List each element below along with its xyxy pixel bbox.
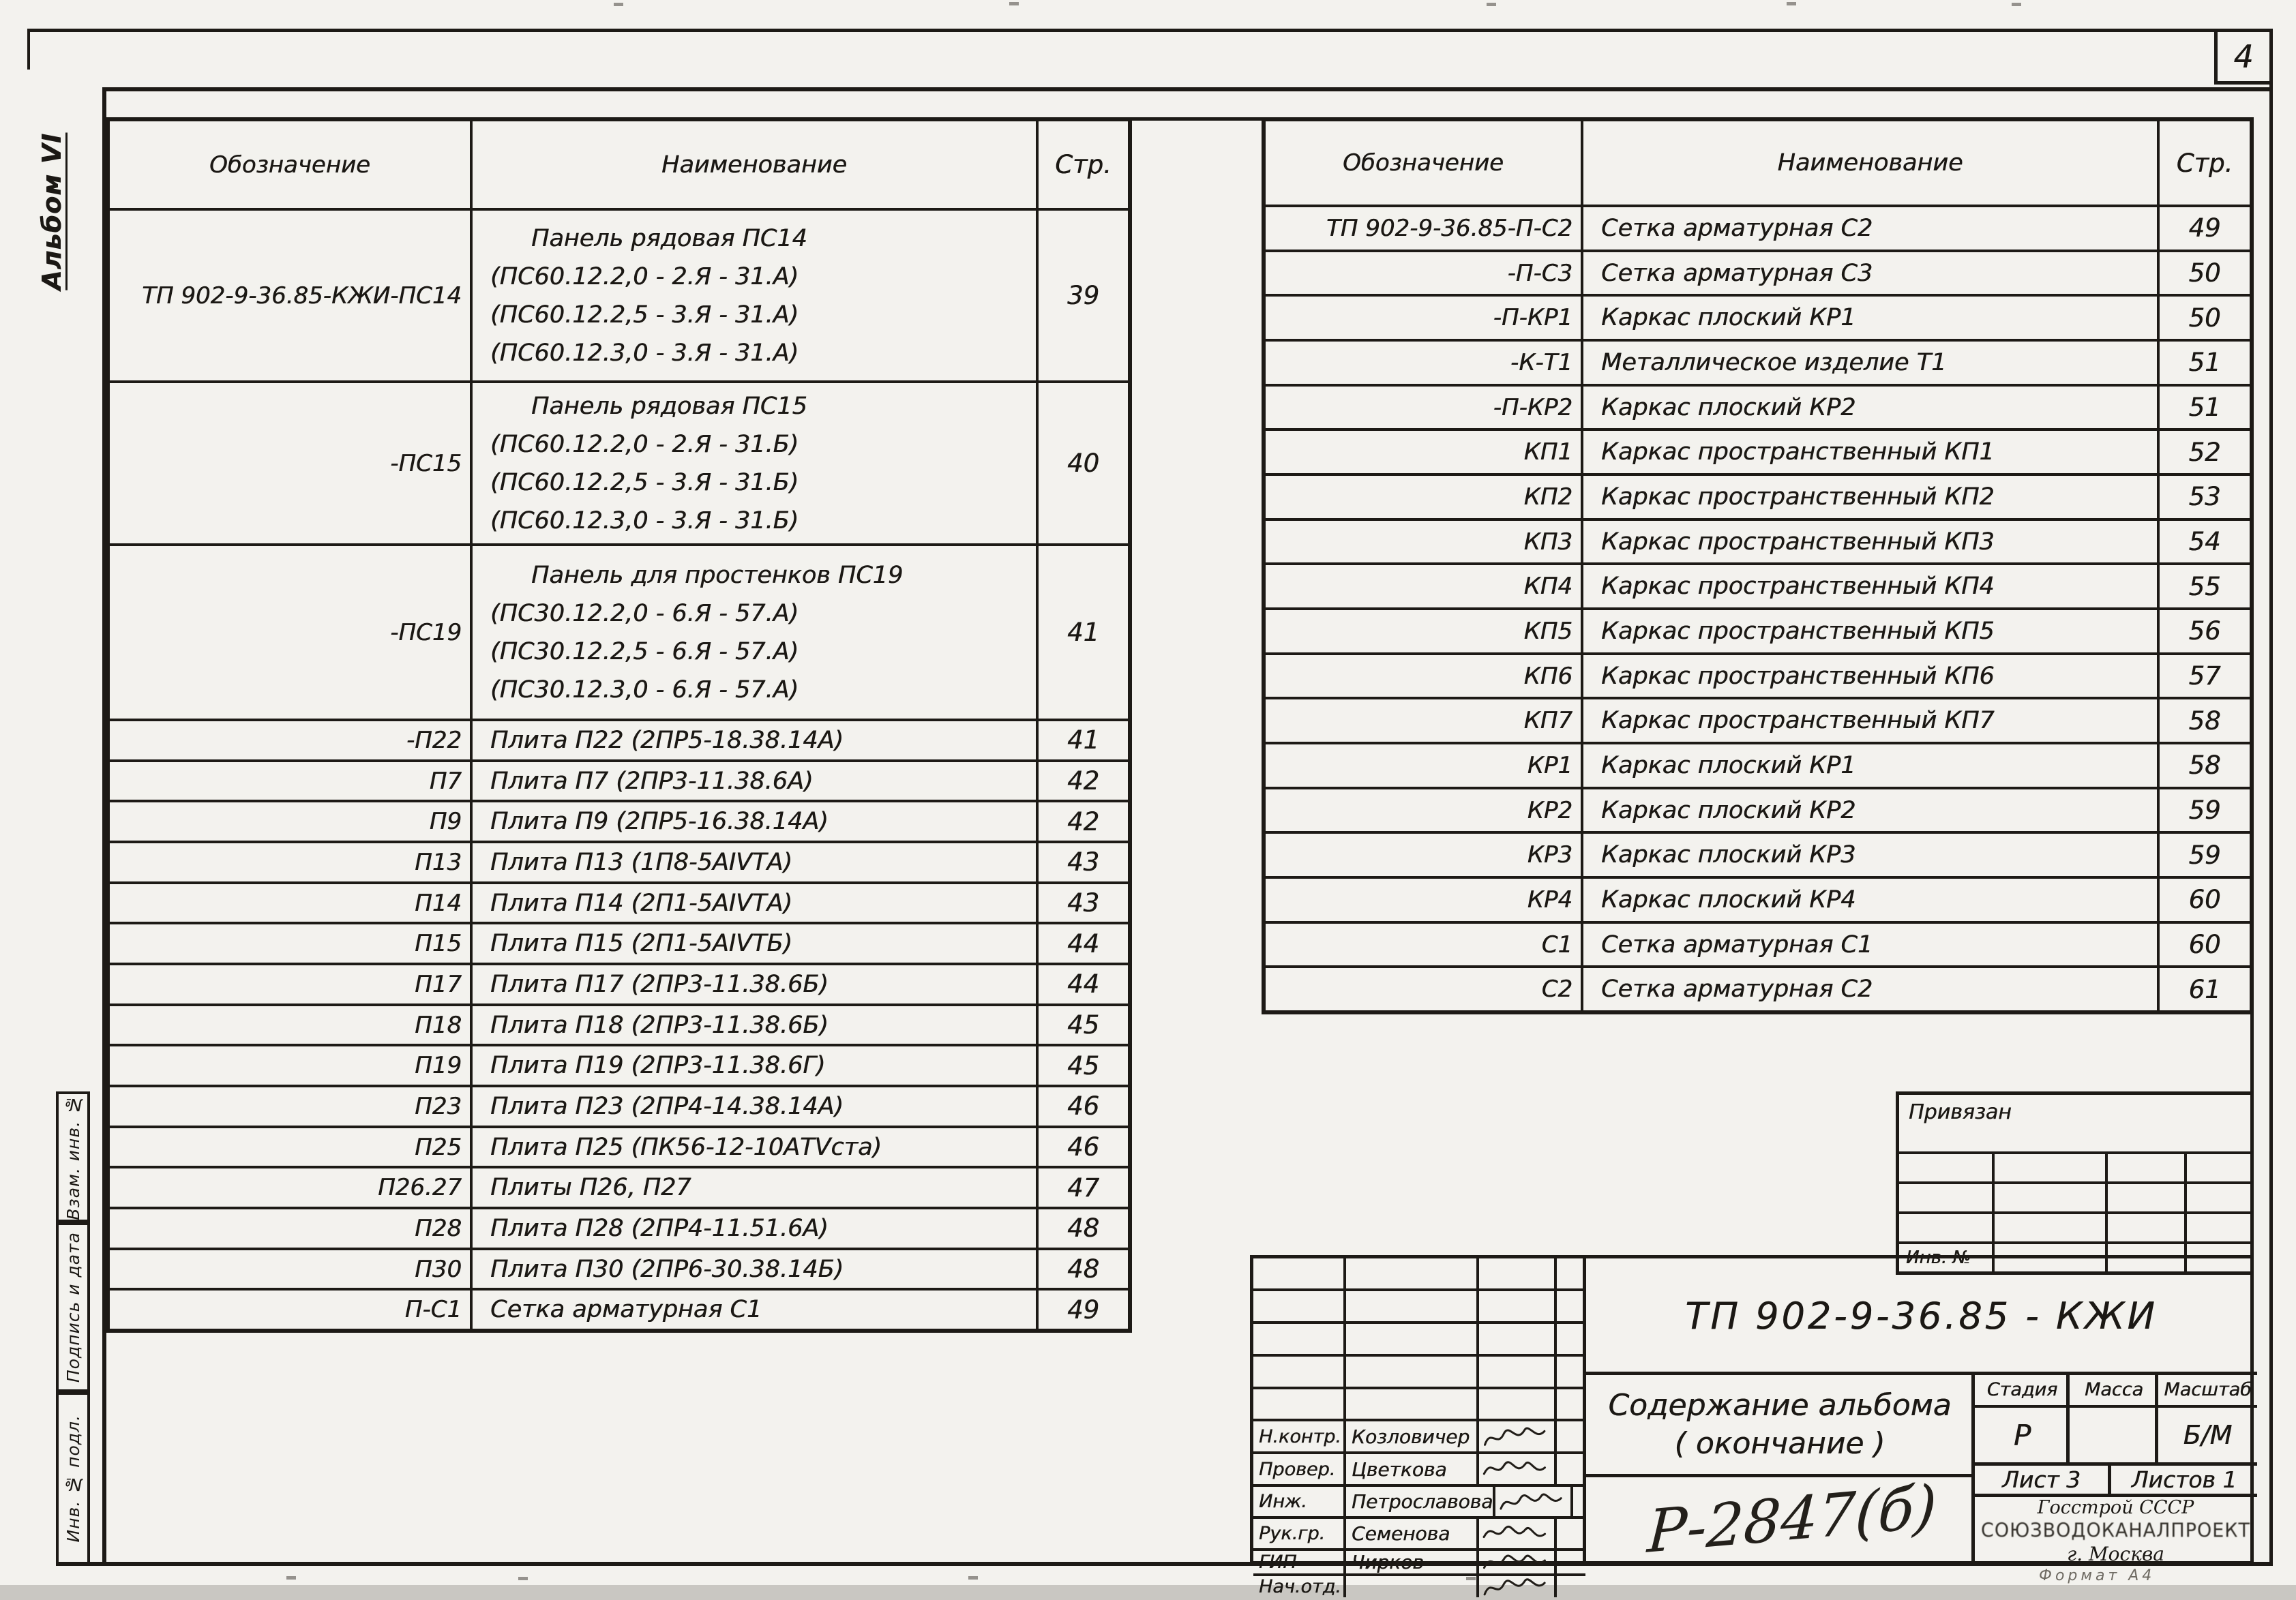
row-page: 50 — [2157, 297, 2250, 339]
margin-stamp-podpis — [56, 1222, 90, 1392]
row-page: 43 — [1036, 843, 1128, 881]
group-name — [470, 211, 1036, 380]
table-row — [1266, 518, 2250, 563]
table-row — [1266, 787, 2250, 832]
signature-name: Козловичер — [1343, 1421, 1476, 1451]
row-page: 53 — [2157, 476, 2250, 518]
row-name: Каркас плоский КР2 — [1581, 387, 2157, 429]
row-designation: П25 — [415, 1133, 462, 1161]
mass-value — [2070, 1408, 2158, 1462]
table-row — [1266, 205, 2250, 250]
signature-date-cell — [1554, 1519, 1585, 1548]
scale-label: Масштаб — [2164, 1378, 2252, 1400]
signature-role: Рук.гр. — [1259, 1523, 1326, 1544]
row-name: Каркас плоский КР1 — [1581, 744, 2157, 787]
binding-grid-cell — [1899, 1214, 1992, 1241]
row-designation: П26.27 — [378, 1174, 462, 1202]
table-row — [1266, 428, 2250, 473]
table-row — [110, 1126, 1128, 1166]
binding-grid-cell — [1899, 1154, 1992, 1181]
binding-grid-cell — [2105, 1184, 2184, 1211]
table-row — [1266, 652, 2250, 697]
row-designation: ТП 902-9-36.85-П-С2 — [1326, 214, 1572, 242]
row-designation: П-С1 — [404, 1296, 462, 1324]
binding-grid-row — [1899, 1181, 2250, 1211]
signature-cell — [1476, 1454, 1554, 1484]
titleblock-empty-row — [1253, 1387, 1585, 1419]
registration-mark — [1009, 2, 1019, 5]
margin-stamp-vzam — [56, 1091, 90, 1222]
row-name: Плита П13 (1П8-5АIVТА) — [470, 843, 1036, 881]
empty-cell — [1343, 1258, 1476, 1288]
row-name: Сетка арматурная С2 — [1581, 207, 2157, 250]
row-designation: -К-Т1 — [1510, 348, 1572, 376]
signature-name: Семенова — [1343, 1519, 1476, 1548]
row-designation: КП2 — [1523, 483, 1572, 511]
signature-cell — [1476, 1421, 1554, 1451]
empty-cell — [1554, 1291, 1585, 1321]
left-table-header-row — [110, 121, 1128, 208]
row-name: Плита П23 (2ПР4-14.38.14А) — [470, 1087, 1036, 1126]
left-table-group-row — [110, 208, 1128, 380]
row-name: Плита П15 (2П1-5АIVТБ) — [470, 924, 1036, 963]
row-designation: -П22 — [406, 726, 462, 754]
titleblock-empty-row — [1253, 1258, 1585, 1288]
binding-grid-row — [1899, 1151, 2250, 1181]
signature-date-cell — [1554, 1454, 1585, 1484]
album-label-text: Альбом VI — [37, 132, 67, 290]
empty-cell — [1476, 1324, 1554, 1354]
signature-scribble — [1479, 1550, 1551, 1575]
group-name-line: (ПС60.12.2,0 - 2.Я - 31.Б) — [490, 430, 799, 458]
group-name — [470, 383, 1036, 543]
table-row — [110, 841, 1128, 881]
row-name: Каркас пространственный КП2 — [1581, 476, 2157, 518]
margin-stamp-podpis-text: Подпись и дата — [63, 1231, 83, 1383]
signature-cell — [1476, 1519, 1554, 1548]
row-name: Плиты П26, П27 — [470, 1168, 1036, 1207]
row-designation: КР3 — [1527, 841, 1572, 869]
left-contents-table — [106, 117, 1132, 1333]
table-row — [1266, 562, 2250, 607]
titleblock-empty-row — [1253, 1288, 1585, 1321]
signature-date-cell — [1554, 1421, 1585, 1451]
row-page: 58 — [2157, 744, 2250, 787]
table-row — [110, 759, 1128, 800]
row-page: 44 — [1036, 965, 1128, 1003]
row-page: 44 — [1036, 924, 1128, 963]
signature-scribble — [1478, 1519, 1551, 1548]
signature-date-cell — [1554, 1551, 1585, 1573]
binding-grid-cell — [1992, 1184, 2105, 1211]
table-row — [110, 1044, 1128, 1085]
signature-row — [1253, 1451, 1585, 1484]
row-designation: КП7 — [1523, 707, 1572, 735]
table-row — [1266, 339, 2250, 384]
table-row — [1266, 921, 2250, 966]
registration-mark — [286, 1576, 296, 1580]
row-name: Плита П14 (2П1-5АIVТА) — [470, 884, 1036, 922]
empty-cell — [1476, 1389, 1554, 1419]
row-page: 49 — [2157, 207, 2250, 250]
organization-line2: СОЮЗВОДОКАНАЛПРОЕКТ — [1981, 1519, 2250, 1542]
row-page: 48 — [1036, 1209, 1128, 1248]
group-name-line: (ПС30.12.2,5 - 6.Я - 57.А) — [490, 637, 799, 665]
sheet-cell: Лист 3 — [2001, 1466, 2081, 1493]
table-row — [1266, 294, 2250, 339]
row-designation: П14 — [415, 889, 462, 917]
left-table-group-row — [110, 380, 1128, 543]
signature-name: Петрославова — [1343, 1487, 1493, 1516]
signature-name: Цветкова — [1343, 1454, 1476, 1484]
group-page: 40 — [1036, 383, 1128, 543]
left-table-group-row — [110, 543, 1128, 719]
album-label — [30, 102, 74, 320]
row-designation: -П-С3 — [1507, 259, 1572, 287]
empty-cell — [1554, 1389, 1585, 1419]
row-name: Плита П22 (2ПР5-18.38.14А) — [470, 721, 1036, 759]
row-name: Плита П30 (2ПР6-30.38.14Б) — [470, 1250, 1036, 1288]
right-table-header-row — [1266, 121, 2250, 205]
row-designation: КП6 — [1523, 662, 1572, 690]
stage-label: Стадия — [1986, 1378, 2058, 1400]
sheet-left-stub — [27, 29, 30, 70]
mass-label: Масса — [2084, 1378, 2144, 1400]
table-row — [1266, 250, 2250, 295]
row-page: 55 — [2157, 565, 2250, 607]
right-header-name: Наименование — [1581, 121, 2157, 205]
row-name: Каркас пространственный КП3 — [1581, 521, 2157, 563]
signature-role: Нач.отд. — [1259, 1576, 1341, 1597]
left-header-page: Стр. — [1036, 121, 1128, 208]
registration-mark — [968, 1576, 978, 1580]
document-number: ТП 902-9-36.85 - КЖИ — [1685, 1295, 2158, 1338]
row-name: Каркас плоский КР4 — [1581, 879, 2157, 921]
row-page: 45 — [1036, 1046, 1128, 1085]
row-page: 46 — [1036, 1087, 1128, 1126]
row-name: Каркас пространственный КП5 — [1581, 610, 2157, 652]
margin-stamp-inv — [56, 1392, 90, 1565]
row-designation: П9 — [429, 808, 462, 836]
row-name: Плита П19 (2ПР3-11.38.6Г) — [470, 1046, 1036, 1085]
sheet-top-border — [27, 29, 2272, 32]
row-designation: П30 — [415, 1255, 462, 1283]
row-designation: КП1 — [1523, 438, 1572, 466]
table-row — [1266, 607, 2250, 652]
sheets-cell: Листов 1 — [2131, 1466, 2237, 1493]
table-row — [110, 1003, 1128, 1044]
organization-block — [1974, 1494, 2257, 1568]
left-header-designation: Обозначение — [209, 151, 370, 179]
signature-row — [1253, 1484, 1585, 1516]
scale-value: Б/М — [2183, 1420, 2233, 1450]
row-name: Каркас плоский КР3 — [1581, 834, 2157, 876]
empty-cell — [1253, 1258, 1343, 1288]
table-row — [110, 1085, 1128, 1126]
row-page: 57 — [2157, 655, 2250, 697]
empty-cell — [1343, 1389, 1476, 1419]
group-name-line: (ПС60.12.2,5 - 3.Я - 31.А) — [490, 301, 799, 329]
empty-cell — [1343, 1324, 1476, 1354]
row-name: Каркас пространственный КП4 — [1581, 565, 2157, 607]
empty-cell — [1476, 1258, 1554, 1288]
row-page: 49 — [1036, 1290, 1128, 1329]
signature-name: Чирков — [1343, 1551, 1476, 1573]
registration-mark — [1487, 3, 1496, 6]
binding-inv-label: Инв. № — [1906, 1248, 1971, 1268]
empty-cell — [1554, 1357, 1585, 1387]
row-designation: П7 — [429, 767, 462, 795]
signature-scribble — [1495, 1489, 1567, 1515]
empty-cell — [1554, 1258, 1585, 1288]
document-title-line1: Содержание альбома — [1608, 1388, 1952, 1423]
table-row — [1266, 831, 2250, 876]
row-page: 61 — [2157, 968, 2250, 1010]
row-designation: П15 — [415, 930, 462, 958]
empty-cell — [1554, 1324, 1585, 1354]
row-page: 41 — [1036, 721, 1128, 759]
row-page: 59 — [2157, 834, 2250, 876]
binding-block — [1896, 1091, 2254, 1275]
signature-row — [1253, 1516, 1585, 1548]
binding-grid-cell — [2105, 1214, 2184, 1241]
signature-row — [1253, 1548, 1585, 1573]
binding-grid-cell — [2184, 1184, 2250, 1211]
group-name-line: (ПС60.12.2,0 - 2.Я - 31.А) — [490, 262, 799, 290]
table-row — [110, 1166, 1128, 1207]
signature-rows — [1253, 1258, 1585, 1597]
group-name-line: (ПС30.12.3,0 - 6.Я - 57.А) — [490, 676, 799, 704]
group-name-line: Панель рядовая ПС15 — [531, 392, 807, 420]
row-name: Плита П7 (2ПР3-11.38.6А) — [470, 762, 1036, 800]
row-page: 56 — [2157, 610, 2250, 652]
row-page: 51 — [2157, 387, 2250, 429]
titleblock-line — [2108, 1466, 2111, 1494]
row-page: 60 — [2157, 879, 2250, 921]
group-name — [470, 546, 1036, 719]
table-row — [110, 922, 1128, 963]
registration-mark — [2012, 3, 2021, 6]
signature-role: Инж. — [1259, 1491, 1307, 1512]
group-name-line: (ПС60.12.2,5 - 3.Я - 31.Б) — [490, 468, 799, 496]
row-name: Плита П18 (2ПР3-11.38.6Б) — [470, 1006, 1036, 1044]
row-designation: П19 — [415, 1052, 462, 1080]
binding-grid-cell — [2184, 1154, 2250, 1181]
right-header-page: Стр. — [2157, 121, 2250, 205]
empty-cell — [1253, 1389, 1343, 1419]
row-name: Каркас пространственный КП1 — [1581, 431, 2157, 473]
signature-cell — [1476, 1551, 1554, 1573]
table-row — [1266, 473, 2250, 518]
table-row — [1266, 384, 2250, 429]
group-designation: -ПС15 — [390, 449, 462, 477]
row-page: 54 — [2157, 521, 2250, 563]
row-designation: П18 — [415, 1011, 462, 1039]
signature-row — [1253, 1573, 1585, 1597]
row-designation: КР4 — [1527, 886, 1572, 914]
row-name: Каркас плоский КР2 — [1581, 789, 2157, 832]
binding-block-title: Привязан — [1909, 1100, 2012, 1124]
right-header-designation: Обозначение — [1343, 149, 1504, 177]
group-name-line: Панель для простенков ПС19 — [531, 561, 904, 589]
row-name: Плита П9 (2ПР5-16.38.14А) — [470, 802, 1036, 841]
table-row — [110, 1248, 1128, 1288]
row-page: 51 — [2157, 342, 2250, 384]
signature-date-cell — [1554, 1576, 1585, 1597]
titleblock-line — [2066, 1374, 2070, 1462]
signature-cell — [1476, 1576, 1554, 1597]
empty-cell — [1253, 1357, 1343, 1387]
document-title — [1585, 1374, 1974, 1476]
row-designation: КП3 — [1523, 528, 1572, 556]
binding-grid-cell — [1992, 1214, 2105, 1241]
row-name: Плита П17 (2ПР3-11.38.6Б) — [470, 965, 1036, 1003]
row-page: 42 — [1036, 802, 1128, 841]
row-designation: С1 — [1541, 931, 1572, 959]
table-row — [1266, 742, 2250, 787]
row-designation: КП4 — [1523, 573, 1572, 601]
row-page: 58 — [2157, 699, 2250, 742]
group-name-line: (ПС30.12.2,0 - 6.Я - 57.А) — [490, 599, 799, 627]
document-title-line2: ( окончание ) — [1674, 1426, 1885, 1461]
group-page: 39 — [1036, 211, 1128, 380]
binding-grid-cell — [1899, 1184, 1992, 1211]
margin-stamp-inv-text: Инв. № подл. — [63, 1414, 83, 1543]
binding-grid-row — [1899, 1211, 2250, 1241]
table-row — [1266, 876, 2250, 921]
empty-cell — [1476, 1291, 1554, 1321]
page-number-box — [2214, 29, 2273, 85]
group-designation: -ПС19 — [390, 618, 462, 646]
signature-name — [1343, 1576, 1476, 1597]
row-name: Каркас пространственный КП6 — [1581, 655, 2157, 697]
titleblock-line — [2155, 1374, 2158, 1462]
row-page: 46 — [1036, 1128, 1128, 1166]
row-designation: П17 — [415, 970, 462, 998]
group-designation: ТП 902-9-36.85-КЖИ-ПС14 — [142, 282, 462, 310]
table-row — [110, 881, 1128, 922]
row-name: Сетка арматурная С2 — [1581, 968, 2157, 1010]
empty-cell — [1343, 1291, 1476, 1321]
titleblock-empty-row — [1253, 1321, 1585, 1354]
group-page: 41 — [1036, 546, 1128, 719]
frame-top-line — [102, 87, 2272, 91]
row-designation: КП5 — [1523, 617, 1572, 645]
row-page: 48 — [1036, 1250, 1128, 1288]
signature-scribble — [1478, 1422, 1551, 1451]
registration-mark — [518, 1577, 528, 1580]
row-name: Сетка арматурная С1 — [1581, 924, 2157, 966]
table-row — [1266, 697, 2250, 742]
row-page: 47 — [1036, 1168, 1128, 1207]
signature-scribble — [1478, 1573, 1551, 1600]
row-name: Плита П28 (2ПР4-11.51.6А) — [470, 1209, 1036, 1248]
empty-cell — [1343, 1357, 1476, 1387]
row-designation: КР1 — [1527, 751, 1572, 779]
row-designation: П13 — [415, 848, 462, 876]
margin-stamp-vzam-text: Взам. инв. № — [63, 1093, 83, 1220]
row-name: Плита П25 (ПК56-12-10АТVста) — [470, 1128, 1036, 1166]
registration-mark — [1787, 2, 1796, 5]
signature-role: Провер. — [1259, 1458, 1336, 1480]
binding-block-grid — [1899, 1151, 2250, 1271]
left-header-name: Наименование — [470, 121, 1036, 208]
row-designation: С2 — [1541, 976, 1572, 1003]
row-designation: КР2 — [1527, 796, 1572, 824]
row-page: 45 — [1036, 1006, 1128, 1044]
row-designation: -П-КР2 — [1493, 393, 1572, 421]
table-row — [110, 963, 1128, 1003]
table-row — [1266, 965, 2250, 1010]
sheet-right-border — [2269, 29, 2273, 1565]
binding-grid-cell — [2105, 1154, 2184, 1181]
right-contents-table — [1262, 117, 2254, 1014]
group-name-line: (ПС60.12.3,0 - 3.Я - 31.А) — [490, 339, 799, 367]
handwritten-stamp-number: Р-2847(б) — [1645, 1472, 1939, 1567]
binding-grid-cell — [2184, 1214, 2250, 1241]
signature-row — [1253, 1419, 1585, 1451]
row-name: Сетка арматурная С3 — [1581, 252, 2157, 295]
organization-line1: Госстрой СССР — [2037, 1496, 2194, 1518]
table-row — [110, 719, 1128, 759]
titleblock-empty-row — [1253, 1354, 1585, 1387]
row-page: 43 — [1036, 884, 1128, 922]
registration-mark — [614, 3, 623, 6]
format-note: Формат А4 — [2039, 1567, 2156, 1584]
row-name: Каркас плоский КР1 — [1581, 297, 2157, 339]
row-name: Металлическое изделие Т1 — [1581, 342, 2157, 384]
empty-cell — [1476, 1357, 1554, 1387]
row-designation: -П-КР1 — [1493, 304, 1572, 332]
group-name-line: (ПС60.12.3,0 - 3.Я - 31.Б) — [490, 507, 799, 534]
row-page: 50 — [2157, 252, 2250, 295]
empty-cell — [1253, 1324, 1343, 1354]
binding-grid-cell — [1992, 1154, 2105, 1181]
row-name: Каркас пространственный КП7 — [1581, 699, 2157, 742]
row-page: 60 — [2157, 924, 2250, 966]
signature-cell — [1493, 1487, 1570, 1516]
row-page: 52 — [2157, 431, 2250, 473]
signature-scribble — [1478, 1456, 1550, 1482]
row-designation: П28 — [415, 1214, 462, 1242]
empty-cell — [1253, 1291, 1343, 1321]
table-row — [110, 800, 1128, 841]
table-row — [110, 1207, 1128, 1248]
row-designation: П23 — [415, 1092, 462, 1120]
page-number: 4 — [2233, 38, 2254, 75]
group-name-line: Панель рядовая ПС14 — [531, 224, 807, 252]
table-row — [110, 1288, 1128, 1329]
row-name: Сетка арматурная С1 — [470, 1290, 1036, 1329]
stage-value: Р — [2013, 1418, 2031, 1452]
signature-role: Н.контр. — [1259, 1425, 1341, 1447]
signature-role: ГИП — [1259, 1552, 1297, 1573]
row-page: 59 — [2157, 789, 2250, 832]
row-page: 42 — [1036, 762, 1128, 800]
organization-line3: г. Москва — [2067, 1542, 2164, 1565]
